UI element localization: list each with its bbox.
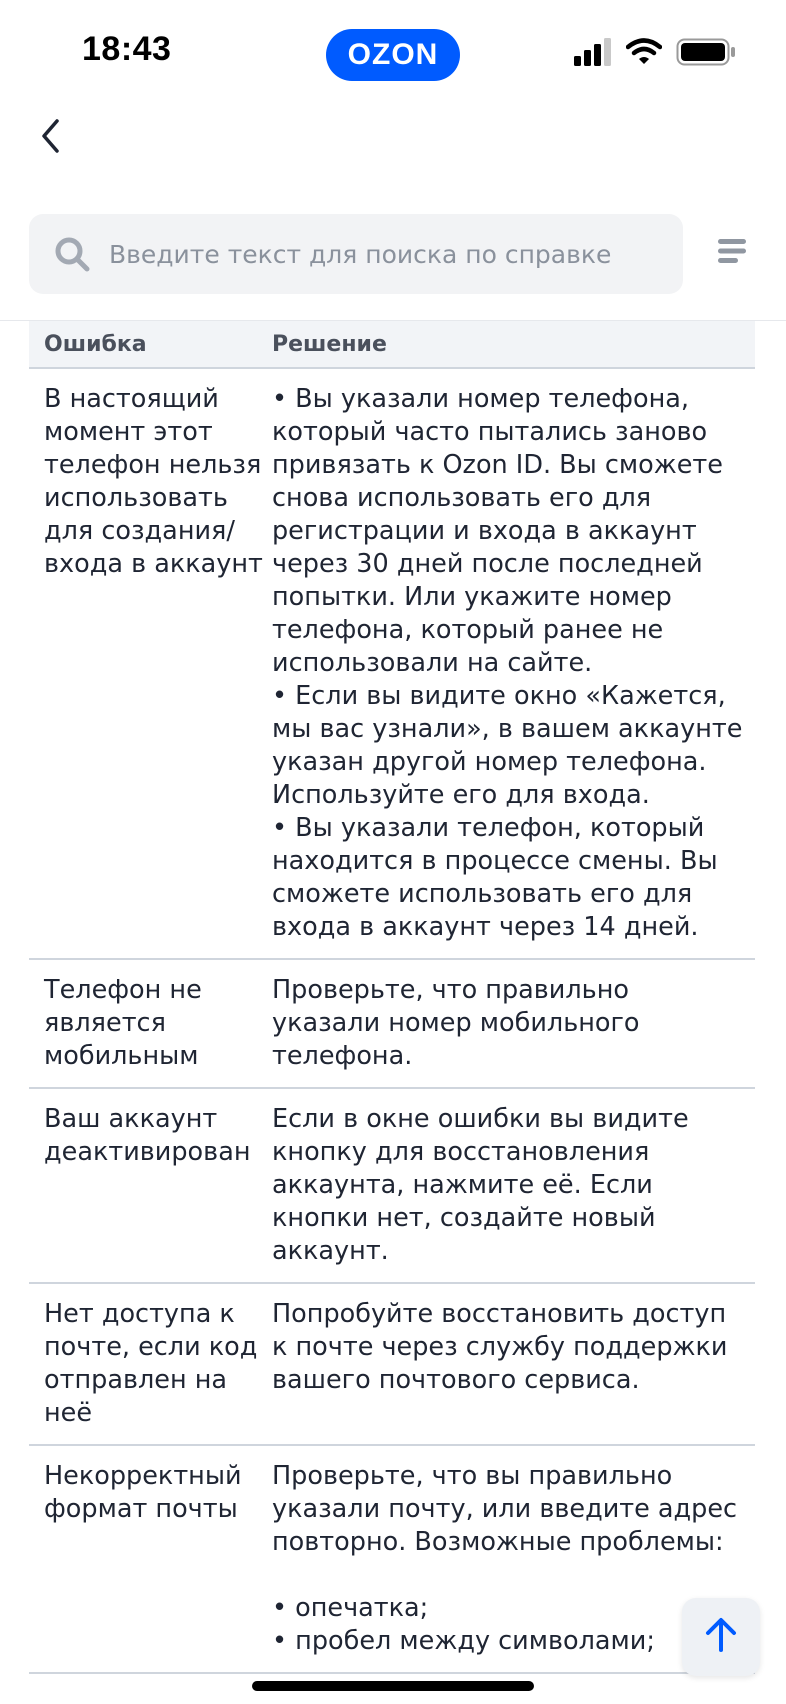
signal-icon — [574, 38, 612, 70]
chevron-left-icon — [40, 118, 60, 158]
solution-line: Проверьте, что вы правильно указали почту, или введите адрес повторно. Возможные проблемы: — [272, 1461, 738, 1557]
battery-icon — [676, 38, 736, 70]
table-row — [29, 1446, 755, 1674]
solution-line: Попробуйте восстановить доступ к почте через службу поддержки вашего почтового сервиса. — [272, 1299, 728, 1395]
solution-line: Если в окне ошибки вы видите кнопку для восстановления аккаунта, нажмите её. Если кнопки нет, создайте новый аккаунт. — [272, 1104, 689, 1266]
scroll-to-top-button[interactable] — [682, 1598, 760, 1676]
status-time: 18:43 — [82, 30, 172, 68]
search-bar-row — [0, 200, 786, 321]
menu-button[interactable] — [716, 236, 756, 272]
solution-line: Проверьте, что правильно указали номер мобильного телефона. — [272, 975, 640, 1071]
errors-table — [29, 321, 755, 1674]
solution-cell — [272, 1298, 755, 1430]
arrow-up-icon — [704, 1617, 738, 1657]
search-box[interactable] — [29, 214, 683, 294]
back-button[interactable] — [28, 112, 72, 164]
solution-cell — [272, 974, 755, 1073]
table-row — [29, 1089, 755, 1284]
solution-line: • опечатка; — [272, 1593, 429, 1623]
table-row — [29, 1284, 755, 1446]
ozon-logo: OZON — [326, 29, 460, 81]
error-cell: Телефон не является мобильным — [44, 975, 202, 1071]
error-cell: В настоящий момент этот телефон нельзя использовать для создания/входа в аккаунт — [44, 384, 263, 579]
solution-line: • пробел между символами; — [272, 1626, 655, 1656]
status-bar — [0, 0, 786, 108]
table-row — [29, 369, 755, 960]
solution-cell — [272, 383, 755, 944]
status-icons — [574, 38, 736, 70]
solution-line: • Вы указали номер телефона, который часто пытались заново привязать к Ozon ID. Вы сможете снова использовать его для регистрации и входа в аккаунт через 30 дней после последней попытки. Или укажите номер телефона, который ранее не использовали на сайте. — [272, 384, 723, 678]
header-solution: Решение — [272, 331, 387, 357]
search-icon — [51, 233, 93, 275]
search-input[interactable] — [107, 239, 671, 270]
wifi-icon — [626, 38, 662, 70]
solution-line: • Вы указали телефон, который находится в процессе смены. Вы сможете использовать его для входа в аккаунт через 14 дней. — [272, 813, 718, 942]
error-cell: Ваш аккаунт деактивирован — [44, 1104, 251, 1167]
solution-line: • Если вы видите окно «Кажется, мы вас узнали», в вашем аккаунте указан другой номер телефона. Используйте его для входа. — [272, 681, 743, 810]
menu-icon — [716, 251, 748, 270]
home-indicator — [252, 1681, 534, 1691]
table-row — [29, 960, 755, 1089]
error-cell: Нет доступа к почте, если код отправлен на неё — [44, 1299, 258, 1428]
error-cell: Некорректный формат почты — [44, 1461, 242, 1524]
table-header — [29, 321, 755, 369]
header-error: Ошибка — [44, 331, 147, 357]
solution-cell — [272, 1103, 755, 1268]
